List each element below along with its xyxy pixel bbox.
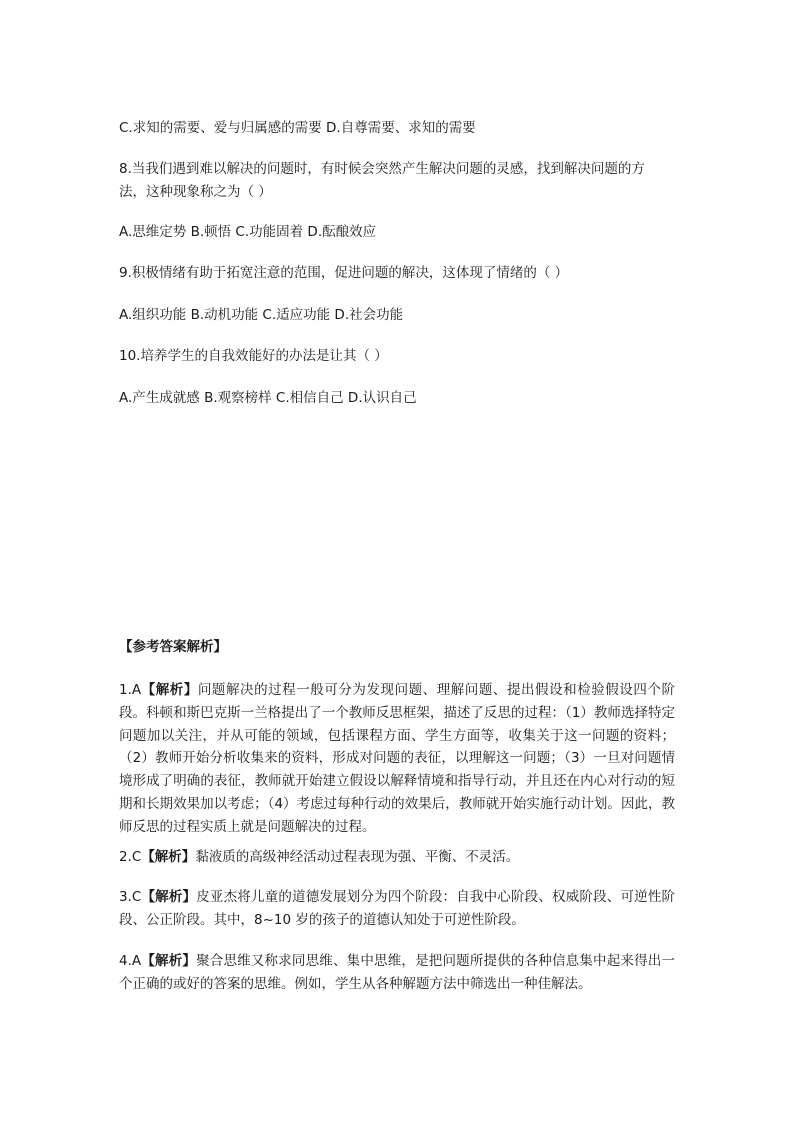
answer-1-text: 问题解决的过程一般可分为发现问题、理解问题、提出假设和检验假设四个阶段。科顿和斯巴克斯一兰格提出了一个教师反思框架，描述了反思的过程：（1）教师选择特定问题加以关注，并从可能的领域，包括课程方面、学生方面等，收集关于这一问题的资料；（2）教师开始分析收集来的资料，形成对问题的表征，以理解这一问题；（3）一旦对问题情境形成了明确的表征，教师就开始建立假设以解释情境和指导行动，并且还在内心对行动的短期和长期效果加以考虑；（4）考虑过每种行动的效果后，教师就开始实施行动计划。因此，教师反思的过程实质上就是问题解决的过程。 [119,682,676,835]
q7-options: C.求知的需要、爱与归属感的需要 D.自尊需要、求知的需要 [119,120,476,136]
q8-stem-line1: 8.当我们遇到难以解决的问题时，有时候会突然产生解决问题的灵感，找到解决问题的方 [119,161,645,177]
q8-options: A.思维定势 B.顿悟 C.功能固着 D.酝酿效应 [119,224,377,240]
answer-2 [119,846,675,869]
answer-4-text: 聚合思维又称求同思维、集中思维，是把问题所提供的各种信息集中起来得出一个正确的或好的答案的思维。例如，学生从各种解题方法中筛选出一种佳解法。 [119,953,676,992]
answer-3-number: 3.C [119,889,142,905]
q9-stem: 9.积极情绪有助于拓宽注意的范围，促进问题的解决，这体现了情绪的（ ） [119,265,569,281]
q8-stem-line2: 法，这种现象称之为（ ） [119,184,272,200]
answer-1-number: 1.A [119,682,142,698]
q10-stem: 10.培养学生的自我效能好的办法是让其（ ） [119,348,388,364]
answer-2-tag: 【解析】 [141,849,196,865]
q10-options: A.产生成就感 B.观察榜样 C.相信自己 D.认识自己 [119,390,417,406]
answers-heading: 【参考答案解析】 [119,639,227,655]
answer-3-text: 皮亚杰将儿童的道德发展划分为四个阶段：自我中心阶段、权威阶段、可逆性阶段、公正阶段。其中，8~10 岁的孩子的道德认知处于可逆性阶段。 [119,889,675,928]
answer-2-text: 黏液质的高级神经活动过程表现为强、平衡、不灵活。 [195,849,520,865]
answer-4-number: 4.A [119,953,142,969]
answer-1 [119,679,675,839]
answer-1-tag: 【解析】 [141,682,198,698]
answer-3-tag: 【解析】 [141,889,197,905]
q9-options: A.组织功能 B.动机功能 C.适应功能 D.社会功能 [119,307,404,323]
answer-3 [119,886,675,932]
answer-2-number: 2.C [119,849,142,865]
answer-4-tag: 【解析】 [141,953,197,969]
answer-4 [119,950,675,996]
